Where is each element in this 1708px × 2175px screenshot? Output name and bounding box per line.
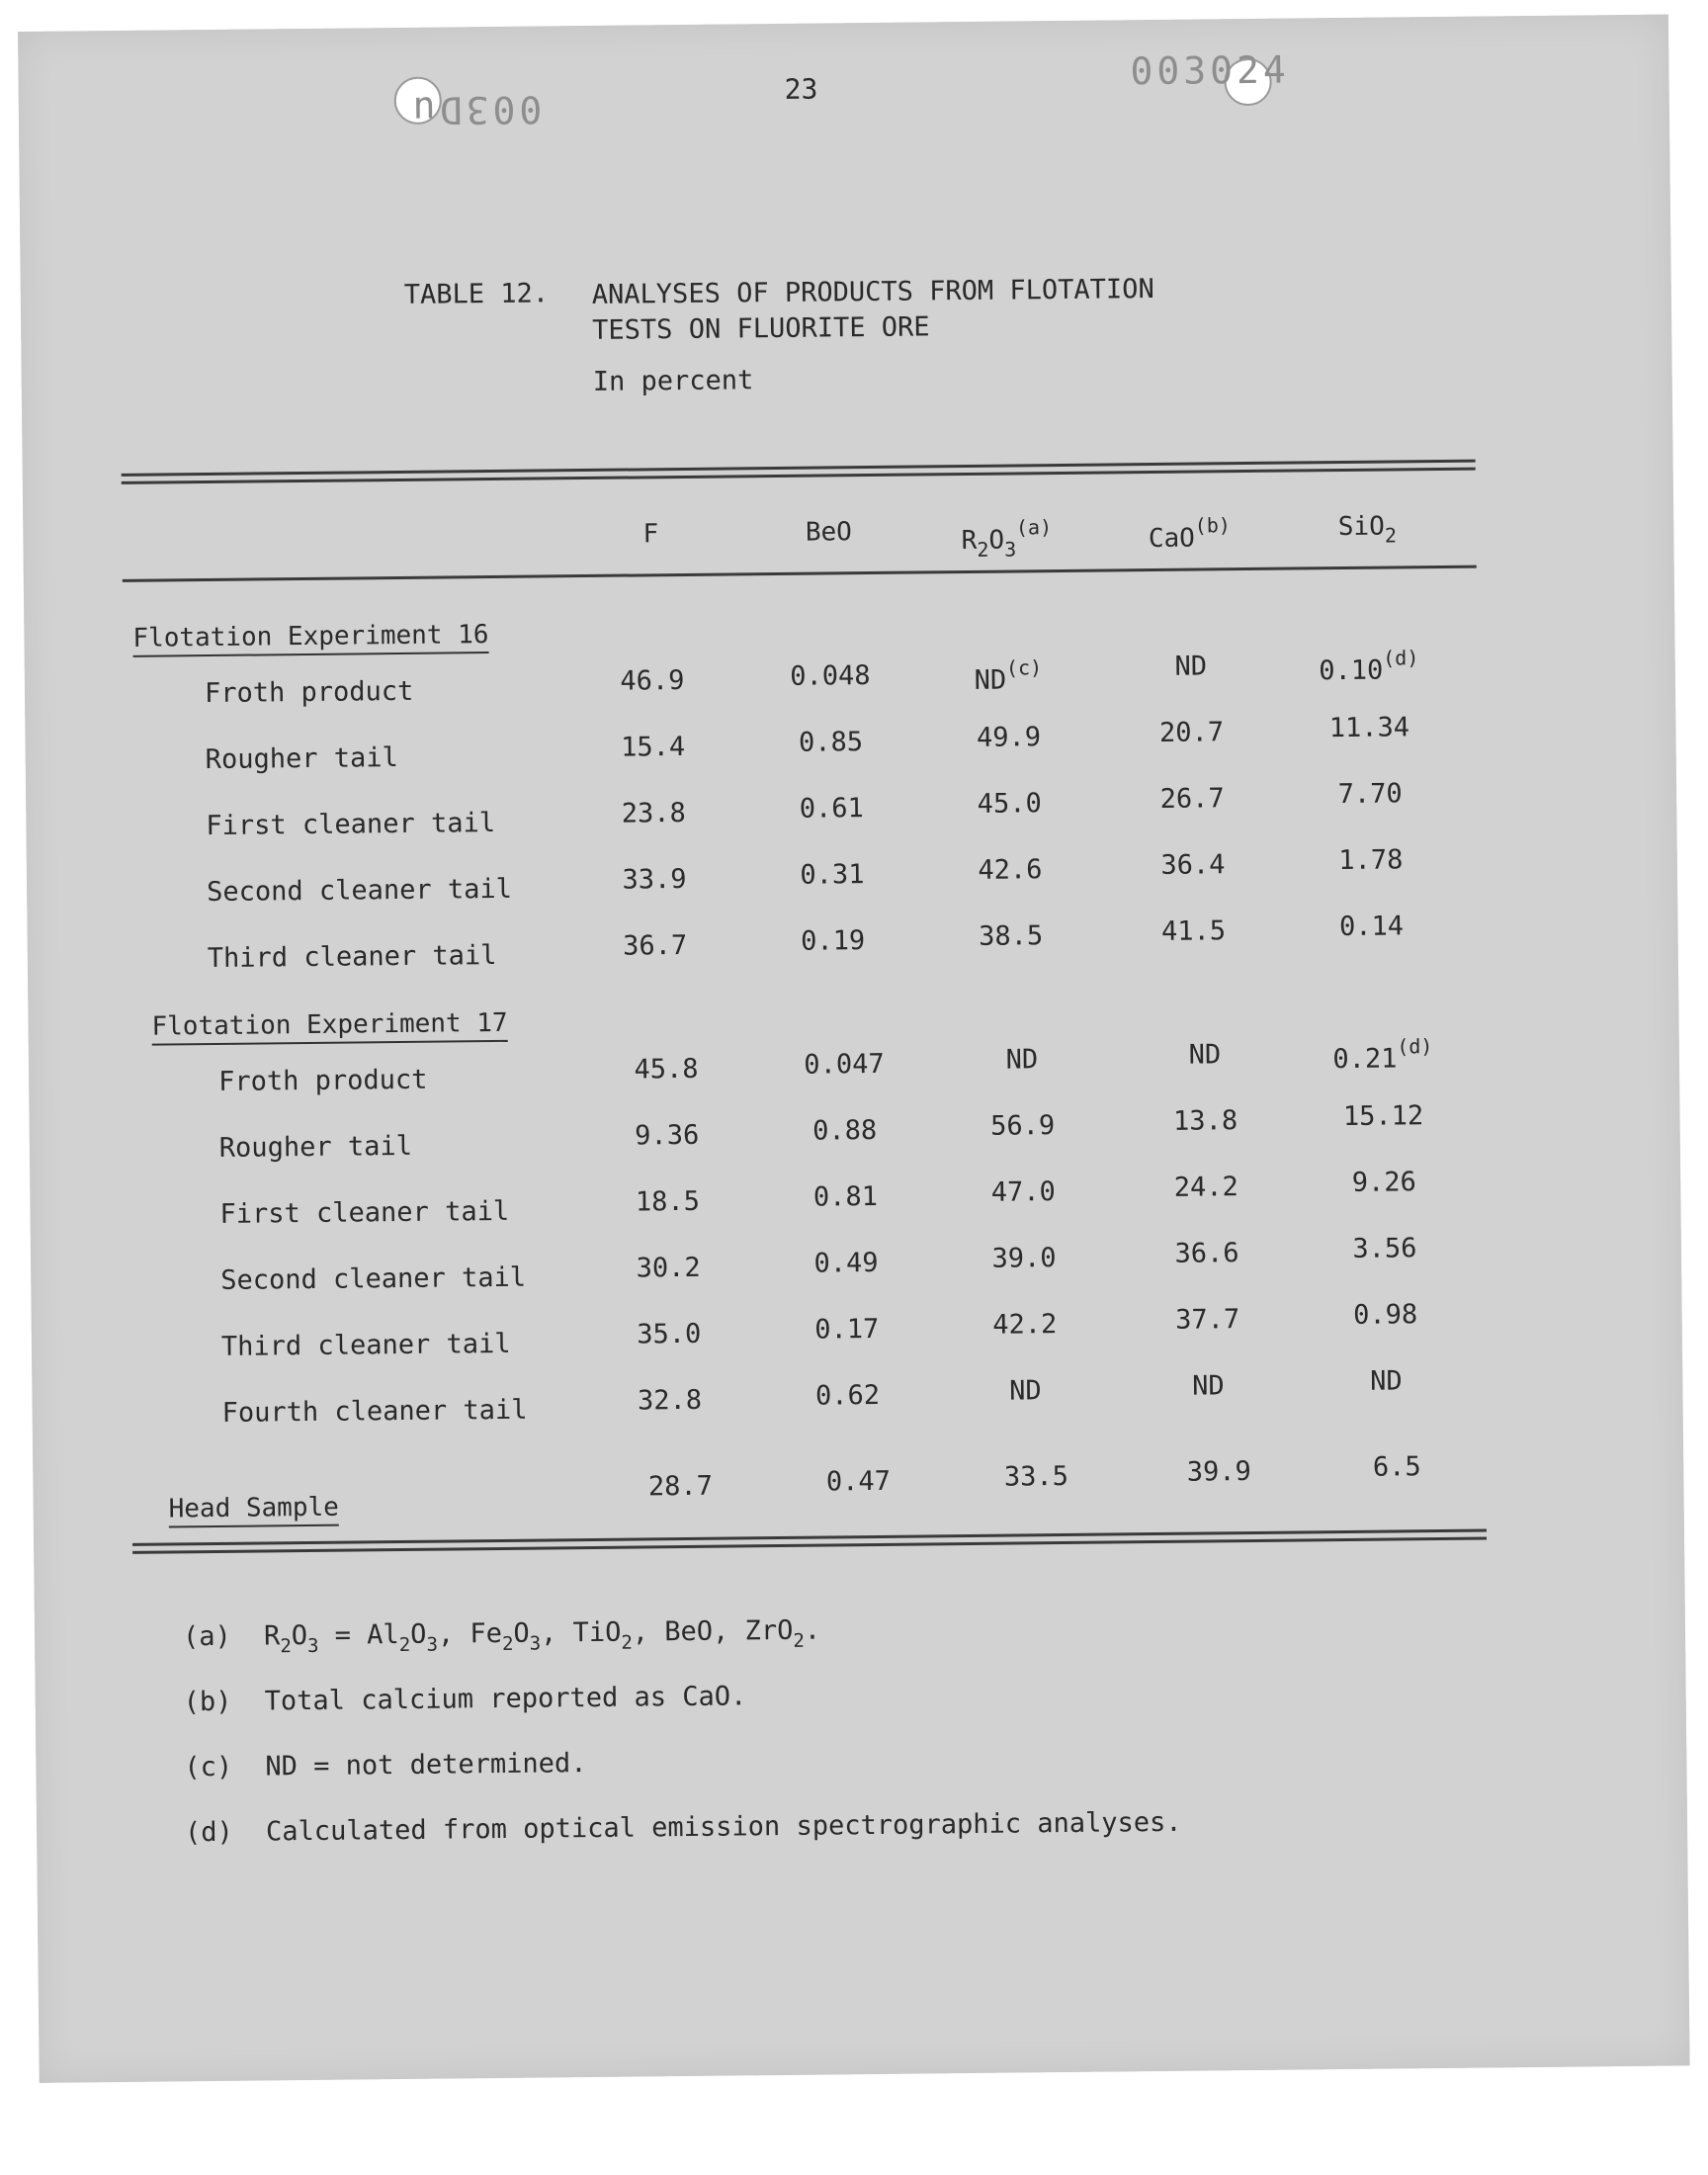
footnote-key: (a) [182, 1620, 231, 1653]
table-cell: 46.9 [620, 664, 685, 697]
table-cell: 13.8 [1172, 1105, 1238, 1137]
table-cell: 0.61 [799, 793, 864, 825]
footnote-key: (c) [184, 1751, 233, 1784]
table-cell: 11.34 [1328, 712, 1410, 744]
table-cell: 0.85 [798, 727, 864, 758]
head-sample-cell: 39.9 [1186, 1456, 1251, 1488]
table-cell: 0.49 [813, 1247, 879, 1279]
table-cell: 9.26 [1351, 1167, 1416, 1198]
table-cell: 39.0 [991, 1243, 1057, 1274]
table-cell: 0.047 [804, 1048, 885, 1081]
table-cell: 0.31 [800, 859, 865, 891]
table-cell: 23.8 [621, 797, 686, 829]
table-label: TABLE 12. [403, 278, 550, 310]
table-cell: 33.9 [622, 863, 687, 896]
footnote-c [184, 1748, 586, 1783]
column-header-1: F [642, 519, 659, 550]
table-cell: 20.7 [1158, 717, 1225, 748]
row-label: Fourth cleaner tail [221, 1394, 528, 1429]
table-cell: 45.8 [634, 1053, 699, 1086]
column-header-5: SiO$_2$ [1337, 511, 1398, 548]
table-cell: 35.0 [637, 1318, 702, 1350]
column-header-3: $R_2O_3^{(a)}$ [961, 515, 1053, 562]
row-label: Rougher tail [218, 1130, 413, 1164]
table-cell: 9.36 [635, 1119, 700, 1152]
footnote-b [184, 1681, 747, 1717]
footnote-text: Calculated from optical emission spectrographic analyses. [265, 1806, 1182, 1848]
table-cell: 0.88 [812, 1114, 878, 1147]
footnote-key: (d) [184, 1816, 234, 1849]
table-cell: 15.4 [620, 731, 686, 763]
table-cell: ND [1009, 1375, 1042, 1407]
table-cell: 15.12 [1342, 1100, 1424, 1133]
table-cell: ND$^{(c)}$ [974, 655, 1043, 696]
table-cell: 45.0 [977, 788, 1042, 820]
table-cell: 0.98 [1352, 1299, 1418, 1331]
head-sample-cell: 0.47 [825, 1465, 892, 1498]
table-cell: 18.5 [635, 1185, 701, 1218]
row-label: Froth product [204, 675, 414, 710]
document-sheet [18, 15, 1690, 2083]
table-cell: 56.9 [989, 1110, 1056, 1142]
row-label: Third cleaner tail [207, 939, 497, 975]
table-cell: 0.81 [812, 1180, 879, 1213]
table-cell: 30.2 [636, 1252, 701, 1284]
table-units: In percent [592, 365, 754, 397]
head-sample-cell: 33.5 [1003, 1460, 1069, 1493]
table-cell: 41.5 [1160, 915, 1227, 947]
table-cell: 0.19 [801, 925, 866, 957]
row-label: Froth product [217, 1064, 428, 1097]
head-sample-cell: 28.7 [647, 1470, 714, 1503]
table-cell: 37.7 [1175, 1304, 1240, 1336]
table-cell: 0.048 [790, 660, 871, 692]
head-sample-cell: 6.5 [1372, 1451, 1421, 1483]
table-cell: 42.6 [978, 854, 1043, 886]
column-header-2: BeO [805, 517, 852, 548]
table-cell: 47.0 [990, 1176, 1057, 1208]
row-label: Second cleaner tail [220, 1262, 527, 1296]
table-cell: 38.5 [978, 920, 1044, 952]
table-cell: 0.17 [814, 1313, 880, 1346]
table-cell: 26.7 [1159, 783, 1225, 815]
table-cell: 36.4 [1160, 849, 1226, 881]
footnote-text: Total calcium reported as CaO. [264, 1681, 747, 1717]
table-title: ANALYSES OF PRODUCTS FROM FLOTATION TESTS ON FLUORITE ORE [591, 273, 1154, 346]
table-cell: 1.78 [1338, 844, 1404, 877]
table-cell: ND [1005, 1044, 1039, 1076]
table-cell: ND [1369, 1365, 1403, 1397]
stamp-right: 003024 [1130, 47, 1290, 94]
table-cell: 0.62 [814, 1379, 881, 1412]
row-label: Rougher tail [205, 742, 398, 776]
table-cell: 42.2 [992, 1309, 1058, 1341]
table-cell: 36.7 [623, 929, 688, 962]
table-cell: 24.2 [1173, 1172, 1238, 1203]
row-label: Second cleaner tail [206, 873, 513, 909]
footnote-d [185, 1807, 1182, 1849]
row-label: Third cleaner tail [220, 1328, 511, 1362]
section-title-2: Flotation Experiment 17 [151, 1008, 507, 1046]
table-cell: 7.70 [1337, 778, 1403, 811]
footnote-a [183, 1615, 820, 1659]
table-cell: 49.9 [976, 722, 1042, 753]
table-cell: ND [1174, 651, 1208, 682]
table-bottom-rule-2 [132, 1537, 1487, 1554]
row-label: First cleaner tail [219, 1195, 510, 1230]
table-top-rule-2 [122, 468, 1476, 484]
column-header-4: CaO$^{(b)}$ [1148, 513, 1231, 555]
footnote-text: $R_2O_3 = Al_2O_3$, $Fe_2O_3$, TiO$_2$, BeO, ZrO$_2$. [263, 1614, 821, 1658]
table-cell: 0.21$^{(d)}$ [1332, 1034, 1433, 1076]
head-sample-label: Head Sample [169, 1493, 340, 1528]
table-cell: 0.14 [1338, 911, 1405, 943]
table-cell: 3.56 [1352, 1233, 1417, 1264]
footnote-key: (b) [183, 1686, 232, 1718]
table-cell: 32.8 [637, 1384, 703, 1417]
table-cell: ND [1191, 1370, 1225, 1402]
page-number: 23 [784, 72, 818, 106]
table-cell: ND [1188, 1039, 1222, 1071]
header-bottom-rule [123, 566, 1477, 582]
table-cell: 36.6 [1174, 1238, 1239, 1269]
footnote-text: ND = not determined. [265, 1748, 587, 1783]
table-cell: 0.10$^{(d)}$ [1319, 646, 1419, 687]
row-label: First cleaner tail [206, 807, 496, 842]
section-title-1: Flotation Experiment 16 [132, 620, 488, 657]
stamp-left: 003Du [408, 87, 543, 132]
